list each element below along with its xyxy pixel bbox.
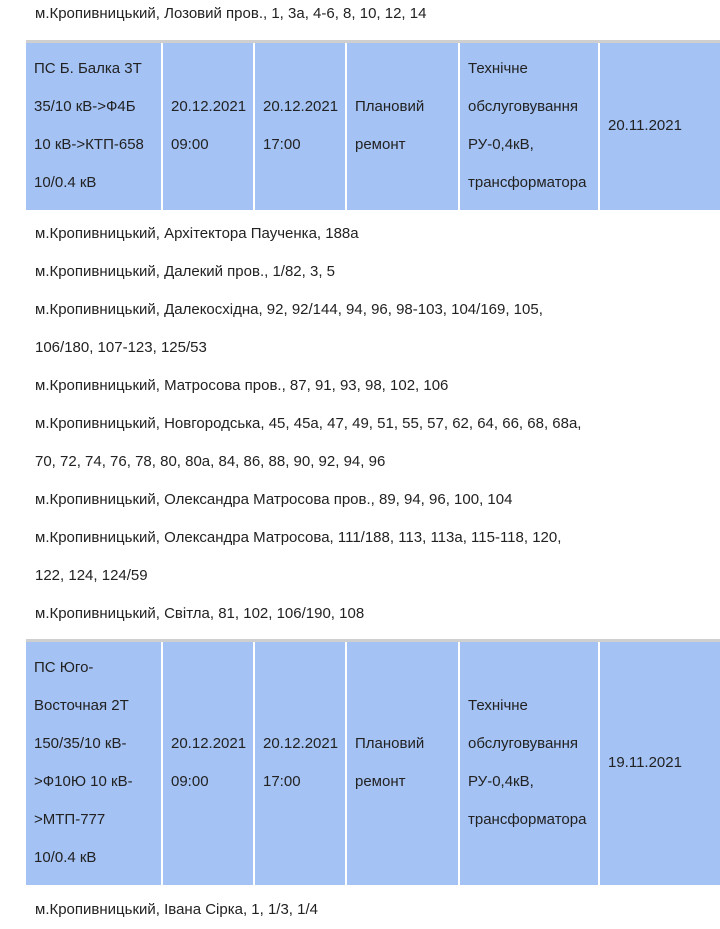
end-datetime-cell: 20.12.2021 17:00 — [254, 641, 346, 885]
address-line-top: м.Кропивницький, Лозовий пров., 1, 3а, 4-6, 8, 10, 12, 14 — [35, 5, 427, 22]
outage-row — [26, 42, 720, 210]
address-line: м.Кропивницький, Далекосхідна, 92, 92/144, 94, 96, 98-103, 104/169, 105, 106/180, 107-123, 125/53 — [35, 301, 543, 356]
address-list-1 — [35, 215, 615, 633]
notice-date-cell: 19.11.2021 — [599, 641, 720, 885]
address-line: м.Кропивницький, Івана Сірка, 1, 1/3, 1/4 — [35, 901, 318, 918]
start-datetime-cell: 20.12.2021 09:00 — [162, 641, 254, 885]
outage-table-2 — [26, 639, 720, 885]
address-line: м.Кропивницький, Архітектора Паученка, 188а — [35, 225, 359, 242]
substation-cell: ПС Юго- Восточная 2Т 150/35/10 кВ- >Ф10Ю 10 кВ- >МТП-777 10/0.4 кВ — [26, 641, 162, 885]
start-datetime-cell: 20.12.2021 09:00 — [162, 42, 254, 210]
address-line: м.Кропивницький, Матросова пров., 87, 91, 93, 98, 102, 106 — [35, 377, 449, 394]
substation-cell: ПС Б. Балка 3Т 35/10 кВ->Ф4Б 10 кВ->КТП-658 10/0.4 кВ — [26, 42, 162, 210]
work-type-cell: Плановий ремонт — [346, 42, 459, 210]
reason-cell: Технічне обслуговування РУ-0,4кВ, трансформатора — [459, 42, 599, 210]
work-type-cell: Плановий ремонт — [346, 641, 459, 885]
outage-table-1 — [26, 40, 720, 210]
reason-cell: Технічне обслуговування РУ-0,4кВ, трансформатора — [459, 641, 599, 885]
address-line: м.Кропивницький, Новгородська, 45, 45а, 47, 49, 51, 55, 57, 62, 64, 66, 68, 68а, 70, 72, 74, 76, 78, 80, 80а, 84, 86, 88, 90, 92, 94, 96 — [35, 415, 582, 470]
address-line: м.Кропивницький, Світла, 81, 102, 106/190, 108 — [35, 605, 365, 622]
outage-row — [26, 641, 720, 885]
address-line: м.Кропивницький, Олександра Матросова, 111/188, 113, 113а, 115-118, 120, 122, 124, 124/59 — [35, 529, 562, 584]
end-datetime-cell: 20.12.2021 17:00 — [254, 42, 346, 210]
notice-date-cell: 20.11.2021 — [599, 42, 720, 210]
address-line: м.Кропивницький, Далекий пров., 1/82, 3, 5 — [35, 263, 336, 280]
address-list-2 — [35, 891, 615, 929]
address-line: м.Кропивницький, Олександра Матросова пров., 89, 94, 96, 100, 104 — [35, 491, 513, 508]
